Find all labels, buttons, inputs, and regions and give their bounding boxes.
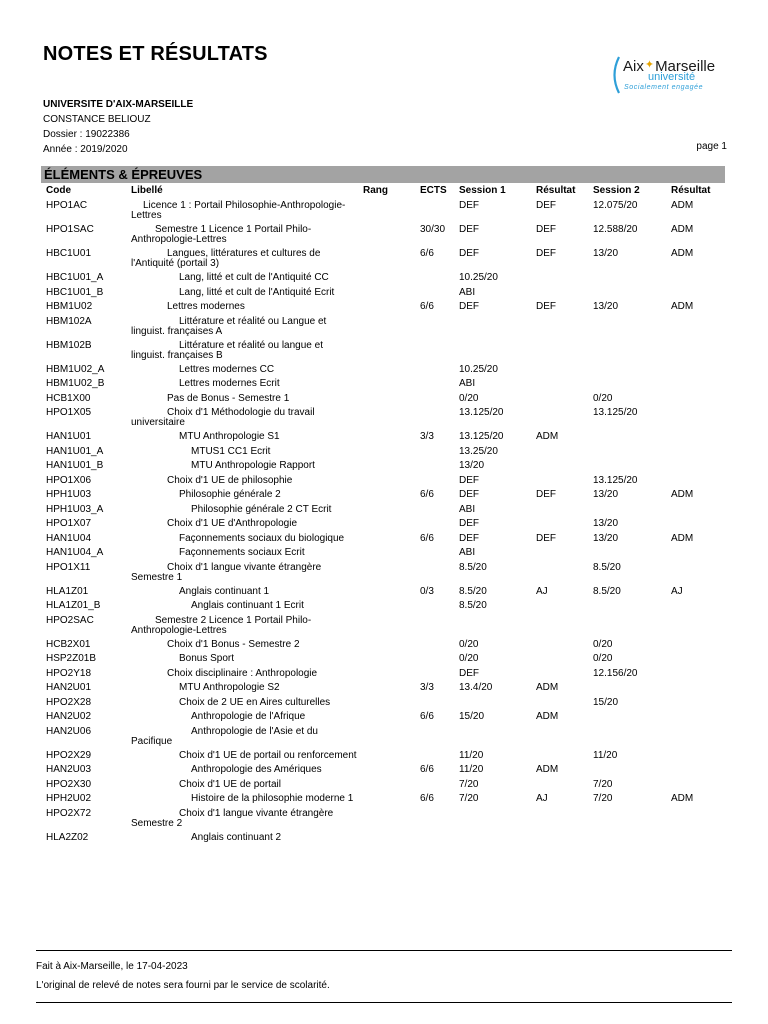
cell-s1: 10.25/20 <box>459 272 498 283</box>
cell-r1: ADM <box>536 682 559 693</box>
cell-s2: 13/20 <box>593 301 619 312</box>
cell-s2: 13.125/20 <box>593 474 638 486</box>
cell-r2: ADM <box>671 248 694 259</box>
cell-libelle: Langues, littératures et cultures de l'Antiquité (portail 3) <box>131 248 321 269</box>
cell-s1: 10.25/20 <box>459 363 498 375</box>
cell-s1: 0/20 <box>459 653 479 664</box>
cell-libelle: Choix d'1 UE d'Anthropologie <box>167 518 298 529</box>
university-logo <box>608 55 728 95</box>
col-libelle: Libellé <box>131 185 163 196</box>
cell-code: HAN1U01_B <box>46 460 104 471</box>
cell-ects: 3/3 <box>420 682 434 693</box>
cell-ects: 30/30 <box>420 224 446 235</box>
student-info <box>43 97 193 157</box>
cell-code: HPO2SAC <box>46 614 94 626</box>
cell-s2: 0/20 <box>593 392 613 404</box>
cell-r1: ADM <box>536 711 559 722</box>
cell-code: HAN2U01 <box>46 682 92 693</box>
cell-r1: ADM <box>536 431 559 442</box>
cell-code: HBM1U02_A <box>46 363 105 375</box>
cell-code: HAN2U06 <box>46 725 92 737</box>
cell-r2: ADM <box>671 200 694 211</box>
cell-code: HPO1X06 <box>46 474 92 486</box>
cell-code: HCB2X01 <box>46 638 91 650</box>
cell-r1: AJ <box>536 585 548 597</box>
cell-r1: DEF <box>536 489 556 500</box>
cell-s1: 13/20 <box>459 460 485 471</box>
cell-r1: DEF <box>536 532 556 544</box>
cell-code: HBM1U02 <box>46 301 93 312</box>
cell-code: HAN1U04_A <box>46 547 104 558</box>
cell-s1: 15/20 <box>459 711 485 722</box>
cell-s1: 0/20 <box>459 392 479 404</box>
cell-s1: 7/20 <box>459 793 479 804</box>
cell-libelle: Philosophie générale 2 CT Ecrit <box>191 503 332 515</box>
cell-libelle: MTU Anthropologie S2 <box>179 682 280 693</box>
logo-name: Aix✦Marseille <box>623 58 716 75</box>
cell-s1: DEF <box>459 667 479 679</box>
cell-libelle: Choix d'1 UE de portail ou renforcement <box>179 749 357 761</box>
cell-s1: 13.4/20 <box>459 682 493 693</box>
cell-s2: 13/20 <box>593 532 619 544</box>
cell-s1: 13.125/20 <box>459 407 504 418</box>
cell-s1: 13.25/20 <box>459 445 498 457</box>
cell-s1: DEF <box>459 200 479 211</box>
cell-code: HAN1U04 <box>46 532 92 544</box>
col-session1: Session 1 <box>459 185 506 196</box>
cell-libelle: MTUS1 CC1 Ecrit <box>191 445 271 457</box>
page-title: NOTES ET RÉSULTATS <box>43 43 268 65</box>
cell-libelle: Lang, litté et cult de l'Antiquité Ecrit <box>179 286 335 298</box>
section-header: ÉLÉMENTS & ÉPREUVES <box>41 166 725 183</box>
cell-s2: 15/20 <box>593 696 619 708</box>
cell-code: HPO2X30 <box>46 778 92 790</box>
cell-libelle: Lettres modernes <box>167 301 245 312</box>
cell-s2: 8.5/20 <box>593 585 621 597</box>
cell-libelle: Philosophie générale 2 <box>179 489 281 500</box>
cell-s1: DEF <box>459 489 479 500</box>
cell-code: HPO1SAC <box>46 224 94 235</box>
cell-s1: ABI <box>459 547 476 558</box>
cell-code: HPH2U02 <box>46 793 92 804</box>
cell-code: HPO2X28 <box>46 696 92 708</box>
cell-libelle: Anglais continuant 1 Ecrit <box>191 600 304 611</box>
cell-s2: 7/20 <box>593 793 613 804</box>
cell-ects: 6/6 <box>420 532 434 544</box>
cell-code: HAN2U02 <box>46 711 92 722</box>
cell-s1: 7/20 <box>459 778 479 790</box>
cell-libelle: Choix d'1 UE de philosophie <box>167 474 293 486</box>
page-number: page 1 <box>696 141 727 152</box>
cell-code: HLA2Z02 <box>46 831 89 843</box>
cell-code: HBM102A <box>46 315 92 327</box>
cell-code: HPH1U03 <box>46 489 92 500</box>
cell-s1: DEF <box>459 518 479 529</box>
cell-s1: 11/20 <box>459 749 484 761</box>
cell-libelle: Bonus Sport <box>179 653 235 664</box>
cell-ects: 6/6 <box>420 793 434 804</box>
cell-libelle: Lettres modernes CC <box>179 363 275 375</box>
cell-s2: 8.5/20 <box>593 561 621 573</box>
cell-libelle: Pas de Bonus - Semestre 1 <box>167 392 290 404</box>
star-icon: ✦ <box>644 59 655 71</box>
cell-code: HBM1U02_B <box>46 378 105 389</box>
cell-s2: 0/20 <box>593 653 613 664</box>
cell-code: HSP2Z01B <box>46 653 97 664</box>
cell-ects: 6/6 <box>420 711 434 722</box>
cell-r1: DEF <box>536 224 556 235</box>
cell-s1: DEF <box>459 301 479 312</box>
cell-r2: ADM <box>671 489 694 500</box>
cell-code: HBC1U01_A <box>46 272 104 283</box>
cell-ects: 6/6 <box>420 248 434 259</box>
cell-code: HPO1AC <box>46 200 88 211</box>
cell-libelle: Anthropologie de l'Asie et du Pacifique <box>131 725 318 747</box>
cell-code: HLA1Z01 <box>46 585 89 597</box>
table-header <box>0 185 768 198</box>
dossier-number: Dossier : 19022386 <box>43 129 130 140</box>
cell-libelle: Choix d'1 Bonus - Semestre 2 <box>167 638 300 650</box>
cell-s2: 12.075/20 <box>593 200 638 211</box>
cell-code: HAN2U03 <box>46 764 92 775</box>
cell-r1: DEF <box>536 200 556 211</box>
university-name: UNIVERSITE D'AIX-MARSEILLE <box>43 99 194 110</box>
footer-place-date: Fait à Aix-Marseille, le 17-04-2023 <box>36 961 188 972</box>
cell-code: HCB1X00 <box>46 392 91 404</box>
cell-ects: 0/3 <box>420 585 434 597</box>
cell-s2: 7/20 <box>593 778 613 790</box>
cell-code: HAN1U01_A <box>46 445 104 457</box>
cell-libelle: Choix de 2 UE en Aires culturelles <box>179 696 331 708</box>
cell-r2: ADM <box>671 224 694 235</box>
cell-ects: 3/3 <box>420 431 434 442</box>
cell-libelle: Anglais continuant 1 <box>179 585 270 597</box>
cell-code: HPO1X05 <box>46 407 92 418</box>
cell-libelle: MTU Anthropologie S1 <box>179 431 280 442</box>
cell-code: HBC1U01 <box>46 248 92 259</box>
cell-r2: ADM <box>671 301 694 312</box>
cell-r2: ADM <box>671 793 694 804</box>
cell-libelle: Lettres modernes Ecrit <box>179 378 280 389</box>
cell-libelle: Choix d'1 UE de portail <box>179 778 281 790</box>
cell-libelle: Choix d'1 langue vivante étrangère Semestre 2 <box>131 807 334 829</box>
logo-universite: université <box>648 71 696 83</box>
logo-arc-icon <box>608 55 622 95</box>
cell-s1: 11/20 <box>459 764 484 775</box>
cell-s2: 0/20 <box>593 638 613 650</box>
cell-libelle: Anglais continuant 2 <box>191 831 282 843</box>
cell-s1: DEF <box>459 474 479 486</box>
logo-tagline: Socialement engagée <box>624 84 704 91</box>
cell-libelle: Choix disciplinaire : Anthropologie <box>167 667 318 679</box>
cell-s2: 12.156/20 <box>593 667 638 679</box>
cell-libelle: Anthropologie de l'Afrique <box>191 711 306 722</box>
col-resultat1: Résultat <box>536 185 576 196</box>
footer-divider-top <box>36 950 732 951</box>
cell-s1: 8.5/20 <box>459 600 487 611</box>
cell-libelle: Lang, litté et cult de l'Antiquité CC <box>179 272 329 283</box>
cell-r2: ADM <box>671 532 694 544</box>
cell-code: HPO1X11 <box>46 561 91 573</box>
student-name: CONSTANCE BELIOUZ <box>43 114 151 125</box>
cell-code: HPO2X72 <box>46 807 92 819</box>
col-session2: Session 2 <box>593 185 640 196</box>
cell-s2: 13/20 <box>593 489 619 500</box>
cell-libelle: Façonnements sociaux du biologique <box>179 532 345 544</box>
cell-s2: 13.125/20 <box>593 407 638 418</box>
cell-code: HPH1U03_A <box>46 503 104 515</box>
cell-ects: 6/6 <box>420 764 434 775</box>
cell-s1: 0/20 <box>459 638 479 650</box>
cell-libelle: Littérature et réalité ou langue et linguist. françaises B <box>131 339 323 361</box>
col-ects: ECTS <box>420 185 447 196</box>
cell-s1: ABI <box>459 378 476 389</box>
cell-s1: 8.5/20 <box>459 561 487 573</box>
cell-libelle: Anthropologie des Amériques <box>191 764 322 775</box>
cell-libelle: Littérature et réalité ou Langue et linguist. françaises A <box>131 315 327 337</box>
cell-libelle: Choix d'1 langue vivante étrangère Semestre 1 <box>131 561 322 583</box>
cell-r2: AJ <box>671 585 683 597</box>
cell-s2: 12.588/20 <box>593 224 638 235</box>
cell-s2: 11/20 <box>593 749 618 761</box>
cell-s1: ABI <box>459 503 476 515</box>
cell-code: HPO2X29 <box>46 749 92 761</box>
col-rang: Rang <box>363 185 388 196</box>
cell-libelle: Façonnements sociaux Ecrit <box>179 547 305 558</box>
cell-libelle: Choix d'1 Méthodologie du travail universitaire <box>131 407 315 428</box>
cell-code: HPO1X07 <box>46 518 92 529</box>
cell-code: HBC1U01_B <box>46 286 104 298</box>
cell-r1: ADM <box>536 764 559 775</box>
cell-libelle: Licence 1 : Portail Philosophie-Anthropologie-Lettres <box>131 200 346 221</box>
footer-divider-bottom <box>36 1002 732 1003</box>
col-resultat2: Résultat <box>671 185 711 196</box>
cell-ects: 6/6 <box>420 301 434 312</box>
cell-s1: DEF <box>459 532 479 544</box>
cell-libelle: Semestre 2 Licence 1 Portail Philo-Anthropologie-Lettres <box>131 614 312 636</box>
academic-year: Année : 2019/2020 <box>43 144 128 155</box>
footer-note: L'original de relevé de notes sera fourni par le service de scolarité. <box>36 980 330 991</box>
cell-code: HAN1U01 <box>46 431 92 442</box>
cell-s2: 13/20 <box>593 518 619 529</box>
cell-r1: DEF <box>536 248 556 259</box>
cell-s2: 13/20 <box>593 248 619 259</box>
cell-libelle: Semestre 1 Licence 1 Portail Philo-Anthropologie-Lettres <box>131 224 312 245</box>
cell-code: HPO2Y18 <box>46 667 92 679</box>
cell-s1: 8.5/20 <box>459 585 487 597</box>
cell-s1: DEF <box>459 248 479 259</box>
cell-s1: DEF <box>459 224 479 235</box>
cell-r1: DEF <box>536 301 556 312</box>
cell-r1: AJ <box>536 793 548 804</box>
cell-ects: 6/6 <box>420 489 434 500</box>
cell-s1: ABI <box>459 286 476 298</box>
col-code: Code <box>46 185 71 196</box>
cell-s1: 13.125/20 <box>459 431 504 442</box>
cell-code: HLA1Z01_B <box>46 600 101 611</box>
cell-libelle: Histoire de la philosophie moderne 1 <box>191 793 354 804</box>
cell-libelle: MTU Anthropologie Rapport <box>191 460 315 471</box>
cell-code: HBM102B <box>46 339 92 351</box>
